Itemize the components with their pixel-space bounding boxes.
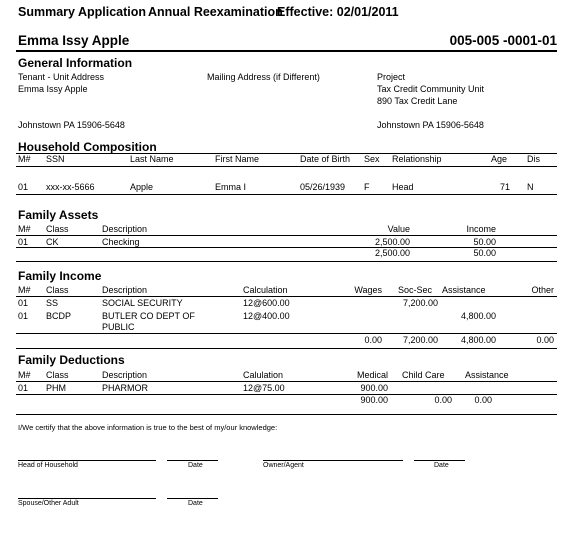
col-header: Value [387,224,410,234]
project-label: Project [377,72,406,82]
tenant-name: Emma Issy Apple [18,33,130,48]
col-header: M# [18,154,31,164]
col-header: Description [102,285,148,295]
cell: 2,500.00 [374,237,410,247]
col-header: Assistance [465,370,509,380]
cell: SS [46,298,59,308]
col-header: Class [46,224,69,234]
mailing-label: Mailing Address (if Different) [207,72,320,82]
total-cell: 900.00 [360,395,388,405]
spouse-date-label: Date [188,500,203,507]
cell: BCDP [46,311,72,321]
tenant-city: Johnstown PA 15906-5648 [18,120,125,130]
project-name: Tax Credit Community Unit [377,84,485,94]
spouse-date-line[interactable] [167,498,218,499]
total-cell: 0.00 [364,335,382,345]
household-heading: Household Composition [18,140,157,154]
household-header-rule [16,166,557,167]
col-header: Sex [364,154,380,164]
household-divider [16,153,557,154]
col-header: First Name [215,154,260,164]
cell: 12@600.00 [243,298,290,308]
col-header: M# [18,224,31,234]
cell: CK [46,237,59,247]
income-total-rule [16,333,557,334]
head-of-household-label: Head of Household [18,462,78,469]
cell: Head [392,182,414,192]
project-city: Johnstown PA 15906-5648 [377,120,484,130]
total-cell: 2,500.00 [374,248,410,258]
unit-code: 005-005 -0001-01 [449,33,557,48]
cell: 900.00 [360,383,388,393]
col-header: SSN [46,154,65,164]
cell: F [364,182,370,192]
tenant-unit-name: Emma Issy Apple [18,84,88,94]
effective-date: Effective: 02/01/2011 [277,5,399,19]
cell: 01 [18,383,29,393]
project-street: 890 Tax Credit Lane [377,96,458,106]
col-header: Child Care [402,370,445,380]
cell: Checking [102,237,140,247]
col-header: Class [46,285,69,295]
col-header: Last Name [130,154,174,164]
total-cell: 7,200.00 [402,335,438,345]
document-title: Summary Application [18,5,147,19]
col-header: Calulation [243,370,284,380]
cell: 12@400.00 [243,311,290,321]
total-cell: 4,800.00 [460,335,496,345]
cell: Apple [130,182,154,192]
col-header: Medical [356,370,388,380]
deductions-header-rule [16,381,557,382]
head-date-line[interactable] [167,460,218,461]
title-underline [16,50,557,52]
col-header: Date of Birth [300,154,351,164]
col-header: M# [18,370,31,380]
col-header: Wages [354,285,382,295]
head-date-label: Date [188,462,203,469]
income-bottom-rule [16,348,557,349]
col-header: M# [18,285,31,295]
deductions-heading: Family Deductions [18,353,125,367]
owner-agent-label: Owner/Agent [263,462,304,469]
cell: PHARMOR [102,383,149,393]
income-heading: Family Income [18,269,102,283]
col-header: Income [466,224,496,234]
cell: 7,200.00 [402,298,438,308]
cell: 01 [18,298,29,308]
cell: 01 [18,182,29,192]
total-cell: 0.00 [474,395,492,405]
col-header: Dis [527,154,540,164]
spouse-signature-line[interactable] [18,498,156,499]
col-header: Description [102,224,148,234]
cell: SOCIAL SECURITY [102,298,183,308]
assets-heading: Family Assets [18,208,99,222]
cell: 71 [499,182,510,192]
cell: 01 [18,237,29,247]
col-header: Calculation [243,285,288,295]
cell: 12@75.00 [243,383,285,393]
owner-date-line[interactable] [414,460,465,461]
cell: 01 [18,311,29,321]
col-header: Age [491,154,508,164]
income-header-rule [16,296,557,297]
household-bottom-rule [16,194,557,195]
owner-date-label: Date [434,462,449,469]
tenant-unit-label: Tenant - Unit Address [18,72,105,82]
cell: 05/26/1939 [300,182,346,192]
cell: PUBLIC [102,322,135,332]
col-header: Class [46,370,69,380]
col-header: Assistance [442,285,486,295]
assets-header-rule [16,235,557,236]
owner-signature-line[interactable] [263,460,403,461]
assets-bottom-rule [16,261,557,262]
cell: 4,800.00 [460,311,496,321]
document-subtitle: Annual Reexamination [148,5,283,19]
spouse-label: Spouse/Other Adult [18,500,79,507]
col-header: Relationship [392,154,442,164]
col-header: Description [102,370,148,380]
certification-text: I/We certify that the above information is true to the best of my/our knowledge: [18,423,278,432]
head-signature-line[interactable] [18,460,156,461]
col-header: Soc-Sec [398,285,433,295]
cell: N [527,182,534,192]
general-heading: General Information [18,56,133,70]
deductions-bottom-rule [16,414,557,415]
total-cell: 0.00 [536,335,554,345]
cell: xxx-xx-5666 [46,182,95,192]
cell: PHM [46,383,66,393]
total-cell: 0.00 [434,395,452,405]
total-cell: 50.00 [473,248,496,258]
col-header: Other [531,285,554,295]
cell: 50.00 [473,237,496,247]
cell: Emma I [215,182,247,192]
cell: BUTLER CO DEPT OF [102,311,195,321]
